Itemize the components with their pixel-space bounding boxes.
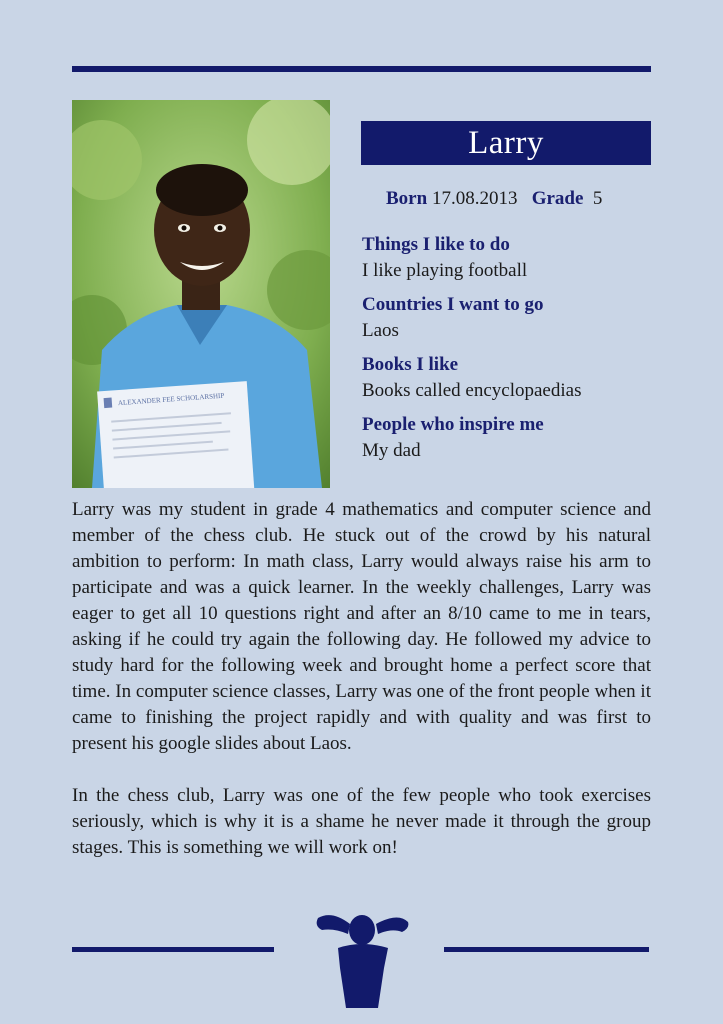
student-name-banner xyxy=(361,121,651,165)
grade-label: Grade xyxy=(531,188,584,209)
bottom-divider-right xyxy=(444,947,649,952)
born-value: 17.08.2013 xyxy=(431,188,518,209)
born-label: Born xyxy=(386,188,428,209)
fact-heading: Books I like xyxy=(362,354,459,375)
fact-things-to-do xyxy=(362,232,652,284)
student-photo xyxy=(72,100,330,488)
fact-heading: Things I like to do xyxy=(362,234,510,255)
student-meta xyxy=(386,188,602,210)
teacher-story xyxy=(72,497,651,861)
fact-books xyxy=(362,352,652,404)
student-facts xyxy=(362,232,652,472)
fact-value: I like playing football xyxy=(362,260,528,281)
certificate-text: ALEXANDER FEE SCHOLARSHIP xyxy=(117,391,225,408)
fact-value: Laos xyxy=(362,320,399,341)
story-paragraph: Larry was my student in grade 4 mathematics and computer science and member of the chess club. He stuck out of the crowd by his natural ambition to perform: In math class, Larry would always raise his arm to participate and was a quick learner. In the weekly challenges, Larry was eager to get all 10 questions right and after an 8/10 came to me in tears, asking if he could try again the following day. He followed my advice to study hard for the following week and brought home a perfect score that time. In computer science classes, Larry was one of the front people when it came to finishing the project rapidly and with quality and was first to present his google slides about Laos. xyxy=(72,499,651,754)
grade-value: 5 xyxy=(592,188,603,209)
fact-inspiration xyxy=(362,412,652,464)
bottom-divider-left xyxy=(72,947,274,952)
story-paragraph: In the chess club, Larry was one of the few people who took exercises seriously, which is why it is a shame he never made it through the group stages. This is something we will work on! xyxy=(72,785,651,858)
top-divider xyxy=(72,66,651,72)
fact-countries xyxy=(362,292,652,344)
fact-heading: Countries I want to go xyxy=(362,294,544,315)
student-name: Larry xyxy=(468,124,544,161)
fact-value: Books called encyclopaedias xyxy=(362,380,582,401)
fact-heading: People who inspire me xyxy=(362,414,544,435)
thinking-figure-icon xyxy=(312,908,414,1008)
fact-value: My dad xyxy=(362,440,421,461)
